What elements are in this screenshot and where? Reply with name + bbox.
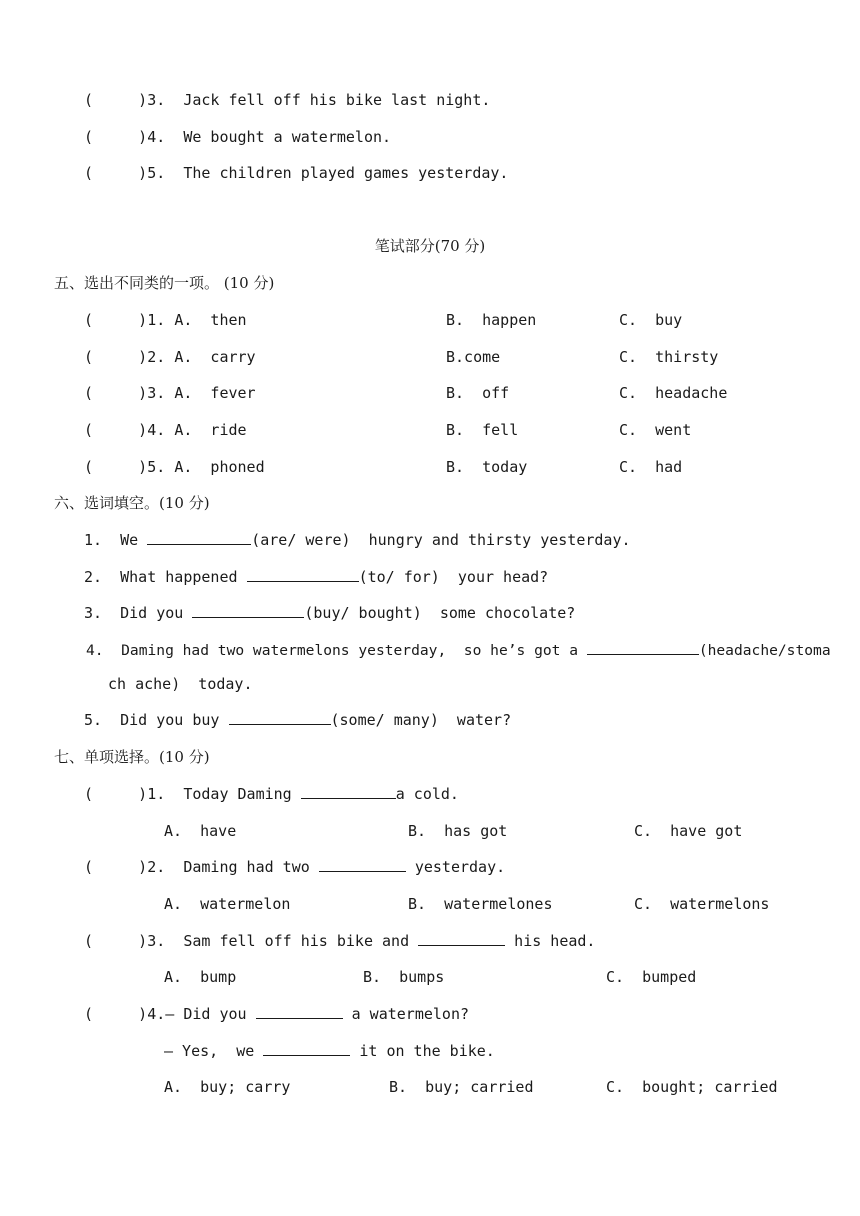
listening-item-5: ( )5. The children played games yesterday.	[84, 164, 509, 182]
answer-paren[interactable]: ( )	[84, 421, 148, 439]
option-b: B. off	[446, 384, 510, 402]
option-b: B. has got	[408, 822, 508, 840]
option-c: C. had	[619, 458, 683, 476]
section6-item-2: 2. What happened (to/ for) your head?	[84, 568, 549, 586]
option-b: B.come	[446, 348, 501, 366]
option-c: C. have got	[634, 822, 743, 840]
option-c: C. went	[619, 421, 692, 439]
listening-item-4: ( )4. We bought a watermelon.	[84, 128, 392, 146]
option-a: A. ride	[174, 421, 247, 439]
answer-paren[interactable]: ( )	[84, 164, 148, 182]
option-b: B. watermelones	[408, 895, 553, 913]
option-a: A. phoned	[174, 458, 265, 476]
section6-item-1: 1. We (are/ were) hungry and thirsty yesterday.	[84, 531, 631, 549]
option-a: A. carry	[174, 348, 256, 366]
answer-paren[interactable]: ( )	[84, 91, 148, 109]
fill-blank[interactable]	[147, 530, 251, 545]
option-b: B. today	[446, 458, 528, 476]
option-c: C. watermelons	[634, 895, 770, 913]
fill-blank[interactable]	[587, 640, 699, 655]
written-part-title: 笔试部分(70 分)	[374, 237, 486, 255]
fill-blank[interactable]	[192, 603, 304, 618]
option-a: A. then	[174, 311, 247, 329]
option-b: B. fell	[446, 421, 519, 439]
option-b: B. happen	[446, 311, 537, 329]
answer-paren[interactable]: ( )	[84, 384, 148, 402]
section5-title: 五、选出不同类的一项。 (10 分)	[54, 274, 275, 292]
answer-paren[interactable]: ( )	[84, 858, 148, 876]
answer-paren[interactable]: ( )	[84, 128, 148, 146]
option-a: A. buy; carry	[164, 1078, 291, 1096]
section6-title: 六、选词填空。(10 分)	[54, 494, 210, 512]
option-c: C. bought; carried	[606, 1078, 778, 1096]
answer-paren[interactable]: ( )	[84, 458, 148, 476]
option-c: C. thirsty	[619, 348, 719, 366]
fill-blank[interactable]	[301, 784, 396, 799]
worksheet-page: ( )3. Jack fell off his bike last night. ( )4. We bought a watermelon. ( )5. The children played games yesterday. 笔试部分(70 分) 五、选出不同类的一项。 (10 分) ( )1. A. then B. happen C. buy ( )2. A. carry B.come C. thirsty ( )3. A. fever B. off C. headache ( )4. A. ride B. fell C. went ( )5. A. phoned B. today C. had 六、选词填空。(10 分) 1. We (are/ were) hungry and thirsty yesterday. 2. What happened (to/ for) your head? 3. Did you (buy/ bought) some chocolate? 4. Daming had two watermelons yesterday, so he’s got a (headache/stoma ch ache) today. 5. Did you buy (some/ many) water? 七、单项选择。(10 分) ( )1. Today Daming a cold. A. have B. has got C. have got ( )2. Daming had two yesterday. A. watermelon B. watermelones C. watermelons ( )3. Sam fell off his bike and his head. A. bump B. bumps C. bumped ( )4.— Did you a watermelon? — Yes, we it on the bike. A. buy; carry B. buy; carried C. bought; carried	[0, 0, 860, 1216]
fill-blank[interactable]	[418, 931, 505, 946]
option-b: B. bumps	[363, 968, 445, 986]
fill-blank[interactable]	[229, 710, 331, 725]
option-a: A. fever	[174, 384, 256, 402]
section7-title: 七、单项选择。(10 分)	[54, 748, 210, 766]
option-c: C. buy	[619, 311, 683, 329]
fill-blank[interactable]	[256, 1004, 343, 1019]
section6-item-5: 5. Did you buy (some/ many) water?	[84, 711, 512, 729]
option-a: A. watermelon	[164, 895, 291, 913]
option-c: C. bumped	[606, 968, 697, 986]
answer-paren[interactable]: ( )	[84, 311, 148, 329]
answer-paren[interactable]: ( )	[84, 1005, 148, 1023]
option-b: B. buy; carried	[389, 1078, 534, 1096]
fill-blank[interactable]	[319, 857, 406, 872]
answer-paren[interactable]: ( )	[84, 932, 148, 950]
option-a: A. have	[164, 822, 237, 840]
option-c: C. headache	[619, 384, 728, 402]
answer-paren[interactable]: ( )	[84, 348, 148, 366]
fill-blank[interactable]	[263, 1041, 350, 1056]
option-a: A. bump	[164, 968, 237, 986]
fill-blank[interactable]	[247, 567, 359, 582]
section6-item-3: 3. Did you (buy/ bought) some chocolate?	[84, 604, 576, 622]
listening-item-3: ( )3. Jack fell off his bike last night.	[84, 91, 491, 109]
answer-paren[interactable]: ( )	[84, 785, 148, 803]
